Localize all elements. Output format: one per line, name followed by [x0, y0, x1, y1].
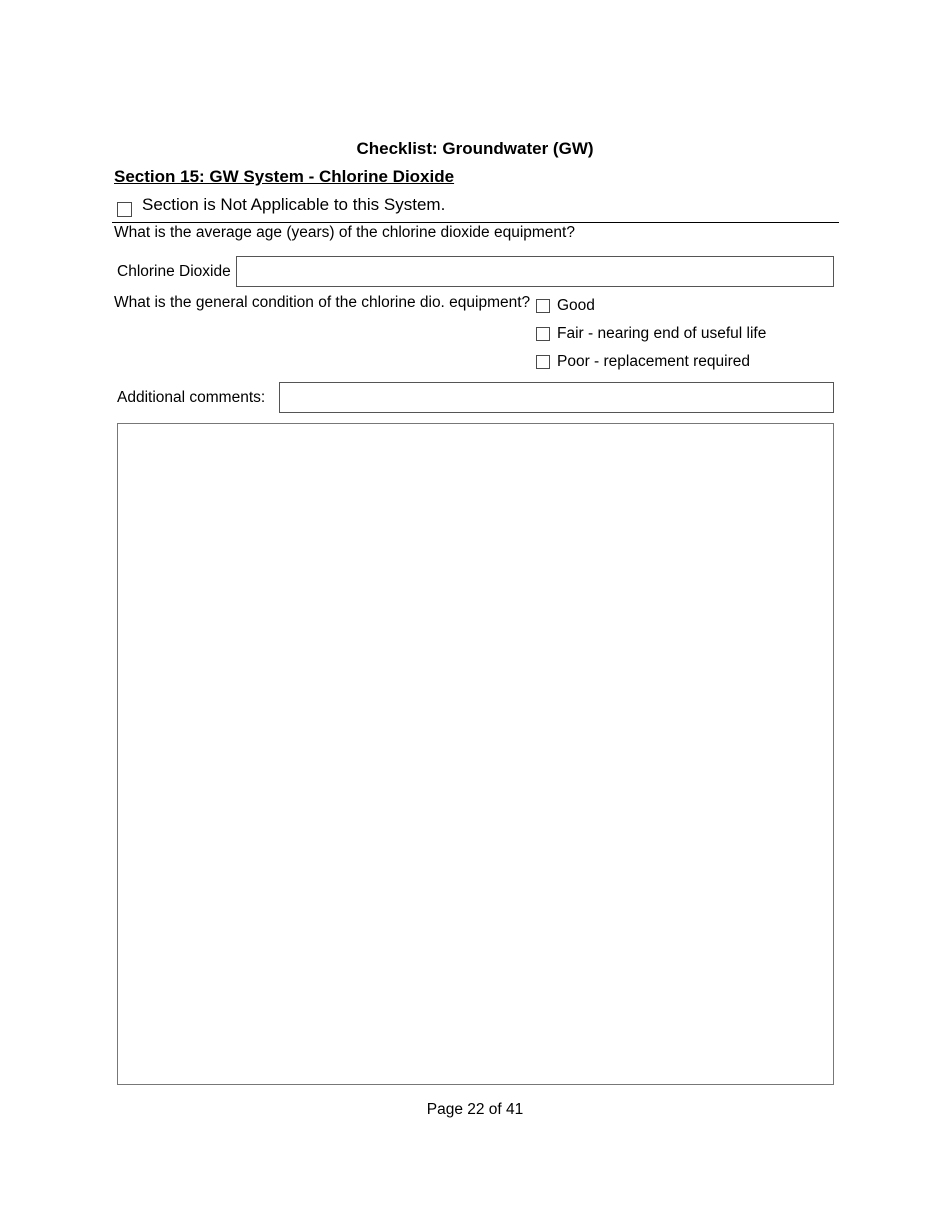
condition-poor-checkbox[interactable]: [536, 355, 550, 369]
chlorine-dioxide-label: Chlorine Dioxide: [117, 263, 231, 280]
not-applicable-label: Section is Not Applicable to this System.: [142, 195, 446, 214]
condition-fair-label: Fair - nearing end of useful life: [557, 325, 767, 342]
condition-good-label: Good: [557, 297, 595, 314]
not-applicable-checkbox[interactable]: [117, 202, 132, 217]
comments-text-area[interactable]: [117, 423, 834, 1085]
condition-fair-checkbox[interactable]: [536, 327, 550, 341]
page-number: Page 22 of 41: [426, 1101, 524, 1118]
condition-poor-label: Poor - replacement required: [557, 353, 750, 370]
condition-good-checkbox[interactable]: [536, 299, 550, 313]
additional-comments-field[interactable]: [279, 382, 834, 413]
chlorine-dioxide-age-field[interactable]: [236, 256, 834, 287]
age-question: What is the average age (years) of the chlorine dioxide equipment?: [114, 224, 575, 241]
condition-question: What is the general condition of the chlorine dio. equipment?: [114, 294, 531, 311]
section-heading: Section 15: GW System - Chlorine Dioxide: [114, 167, 455, 186]
additional-comments-label: Additional comments:: [117, 389, 266, 406]
section-divider: [112, 222, 839, 223]
document-title: Checklist: Groundwater (GW): [356, 139, 594, 158]
